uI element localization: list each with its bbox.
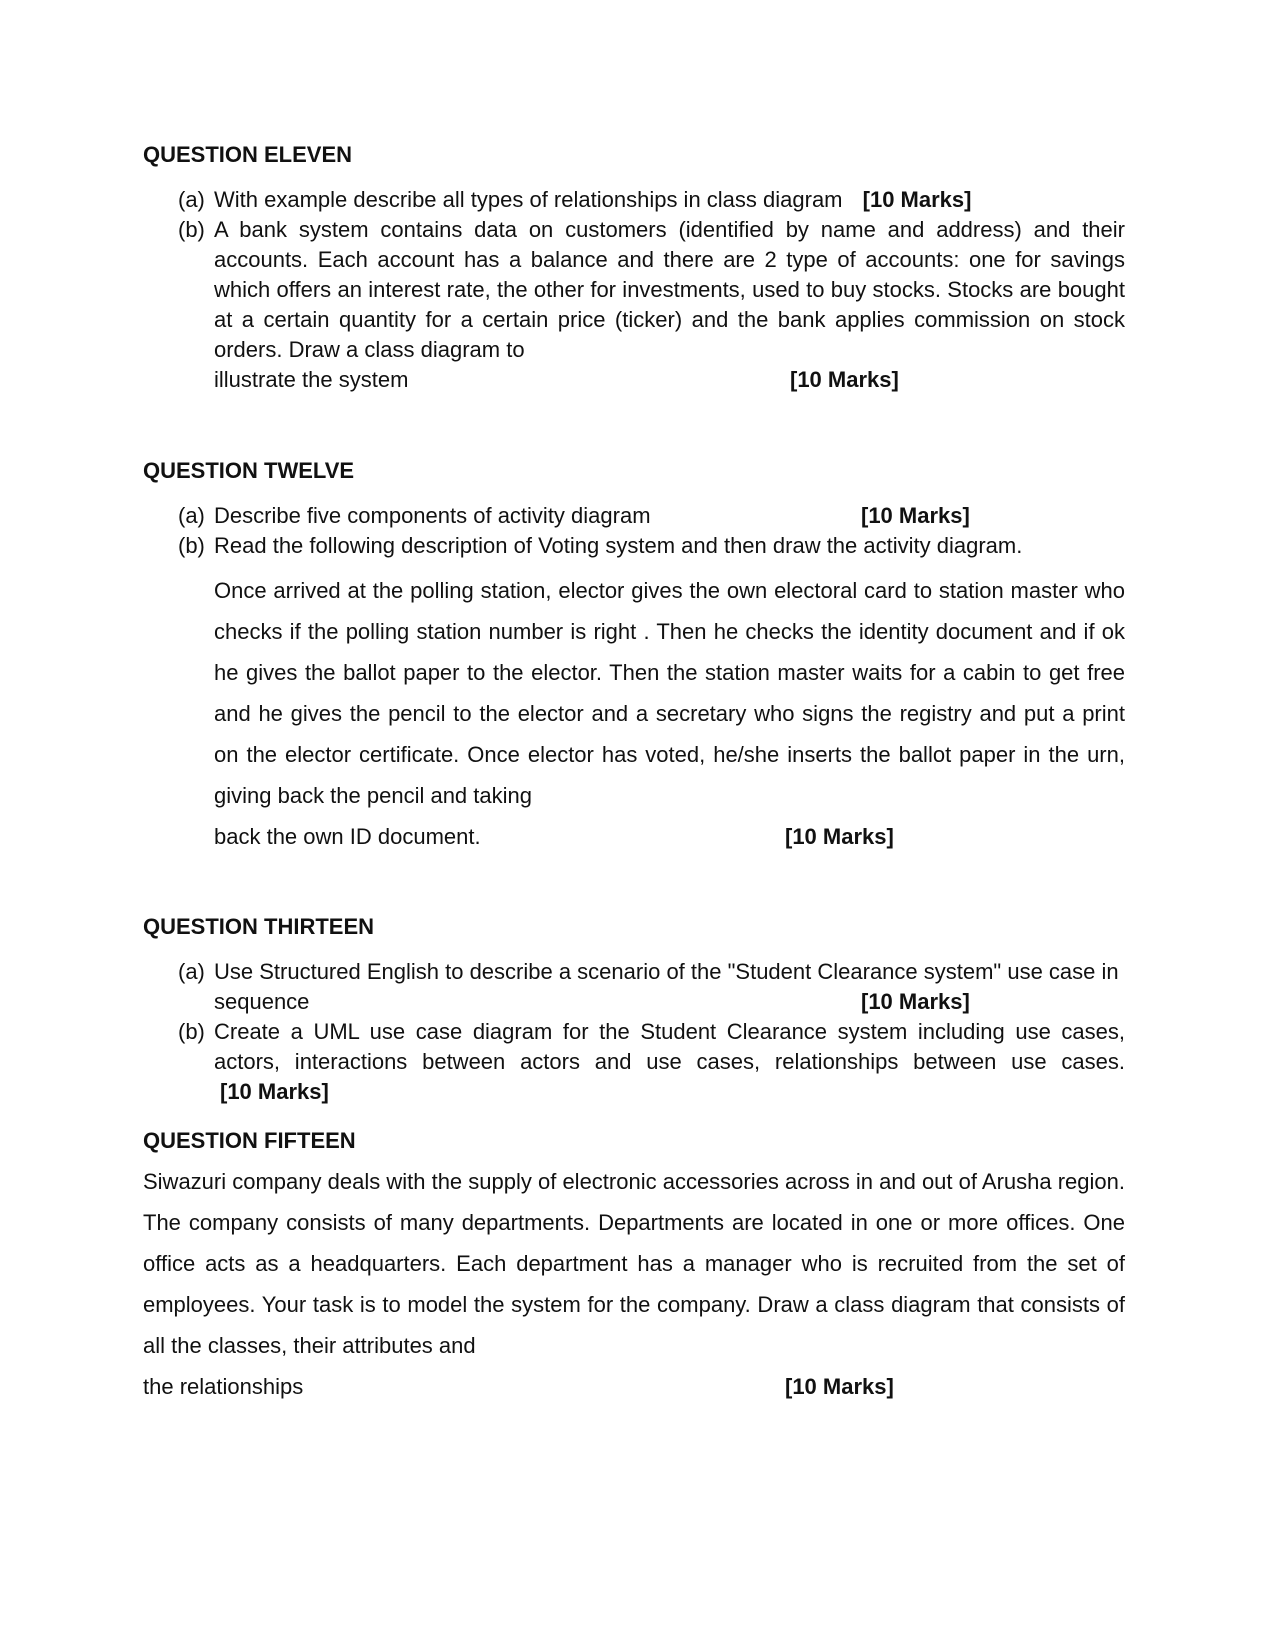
marks-label: [10 Marks] [790, 367, 899, 392]
part-text-end: sequence [214, 989, 310, 1014]
question-fifteen [143, 1126, 1125, 1407]
paragraph-text: Siwazuri company deals with the supply of electronic accessories across in and out of Arusha region. The company consists of many departments. Departments are located in one or more offices. One office acts as a headquarters. Each department has a manager who is recruited from the set of employees. Your task is to model the system for the company. Draw a class diagram that consists of all the classes, their attributes and [143, 1169, 1125, 1358]
question-twelve-parts [143, 501, 1125, 561]
part-text-end: illustrate the system [214, 367, 409, 392]
marks-label: [10 Marks] [785, 1374, 894, 1399]
question-fifteen-title: QUESTION FIFTEEN [143, 1128, 356, 1153]
part-label: (a) [178, 503, 205, 528]
paragraph-last-line [143, 1366, 1125, 1407]
part-label: (b) [178, 533, 205, 558]
part-text: Create a UML use case diagram for the Student Clearance system including use cases, actors, interactions between actors and use cases, relationships between use cases. [214, 1019, 1125, 1074]
marks-label: [10 Marks] [785, 824, 894, 849]
marks-label: [10 Marks] [220, 1079, 329, 1104]
question-fifteen-text [143, 1161, 1125, 1407]
question-thirteen-part-b [143, 1017, 1125, 1107]
part-text: Use Structured English to describe a scenario of the "Student Clearance system" use case in [214, 959, 1119, 984]
exam-page [143, 140, 1125, 1407]
voting-scenario [143, 570, 1125, 857]
question-thirteen [143, 912, 1125, 1107]
question-thirteen-part-a [143, 957, 1125, 1017]
question-thirteen-title: QUESTION THIRTEEN [143, 914, 375, 939]
part-label: (a) [178, 187, 205, 212]
question-eleven-parts [143, 185, 1125, 395]
part-text: Describe five components of activity diagram [214, 503, 651, 528]
marks-label: [10 Marks] [861, 989, 970, 1014]
marks-label: [10 Marks] [861, 503, 970, 528]
part-last-line [214, 365, 1125, 395]
question-twelve-part-b [143, 531, 1125, 561]
part-label: (b) [178, 217, 205, 242]
part-label: (b) [178, 1019, 205, 1044]
part-text: With example describe all types of relationships in class diagram [214, 187, 843, 212]
question-eleven-part-a [143, 185, 1125, 215]
part-line [214, 501, 1125, 531]
scenario-text: Once arrived at the polling station, elector gives the own electoral card to station master who checks if the polling station number is right . Then he checks the identity document and if ok he gives the ballot paper to the elector. Then the station master waits for a cabin to get free and he gives the pencil to the elector and a secretary who signs the registry and put a print on the elector certificate. Once elector has voted, he/she inserts the ballot paper in the urn, giving back the pencil and taking [214, 578, 1125, 808]
part-last-line [214, 987, 1125, 1017]
scenario-last-line [214, 816, 1125, 857]
question-twelve [143, 456, 1125, 857]
marks-label: [10 Marks] [862, 187, 972, 212]
paragraph-text-end: the relationships [143, 1374, 304, 1399]
question-thirteen-parts [143, 957, 1125, 1107]
part-label: (a) [178, 959, 205, 984]
question-twelve-title: QUESTION TWELVE [143, 458, 355, 483]
question-eleven [143, 140, 1125, 395]
question-twelve-part-a [143, 501, 1125, 531]
part-text: Read the following description of Voting system and then draw the activity diagram. [214, 533, 1023, 558]
part-text: A bank system contains data on customers (identified by name and address) and their accounts. Each account has a balance and there are 2 type of accounts: one for savings which offers an interest rate, the other for investments, used to buy stocks. Stocks are bought at a certain quantity for a certain price (ticker) and the bank applies commission on stock orders. Draw a class diagram to [214, 217, 1125, 362]
question-eleven-part-b [143, 215, 1125, 395]
scenario-text-end: back the own ID document. [214, 824, 481, 849]
question-eleven-title: QUESTION ELEVEN [143, 142, 353, 167]
